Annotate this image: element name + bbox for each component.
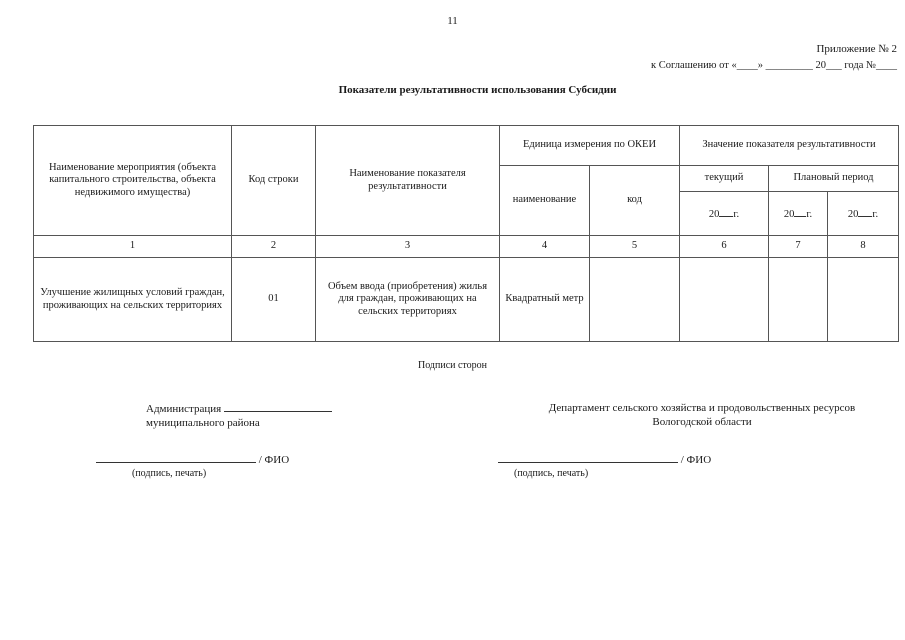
signature-line-right	[498, 452, 711, 466]
indicators-table	[33, 125, 899, 342]
page-number: 11	[447, 15, 458, 27]
col-number: 3	[316, 236, 500, 258]
col-number: 1	[34, 236, 232, 258]
row-unit-code	[590, 258, 680, 342]
col-number: 6	[680, 236, 769, 258]
year-current: 20 г.	[680, 192, 769, 236]
header-code: Код строки	[232, 126, 316, 236]
header-event: Наименование мероприятия (объекта капитального строительства, объекта недвижимого имущества)	[34, 126, 232, 236]
signatures-heading: Подписи сторон	[417, 360, 488, 371]
fio-left: / ФИО	[258, 454, 290, 466]
header-current: текущий	[680, 166, 769, 192]
row-plan-2	[828, 258, 899, 342]
col-number: 8	[828, 236, 899, 258]
caption-left: (подпись, печать)	[132, 468, 207, 479]
signature-right-org: Департамент сельского хозяйства и продовольственных ресурсов Вологодской области	[548, 402, 856, 429]
col-number: 2	[232, 236, 316, 258]
row-plan-1	[769, 258, 828, 342]
row-code: 01	[232, 258, 316, 342]
left-org-line1: Администрация	[146, 403, 222, 415]
header-planned: Плановый период	[769, 166, 899, 192]
appendix-label: Приложение № 2	[816, 43, 897, 55]
year-plan-1: 20 г.	[769, 192, 828, 236]
header-unit: Единица измерения по ОКЕИ	[500, 126, 680, 166]
document-title: Показатели результативности использования Субсидии	[338, 84, 617, 96]
col-number: 4	[500, 236, 590, 258]
agreement-reference: к Соглашению от «____» _________ 20___ года №____	[651, 60, 897, 71]
header-value: Значение показателя результативности	[680, 126, 899, 166]
row-indicator: Объем ввода (приобретения) жилья для граждан, проживающих на сельских территориях	[316, 258, 500, 342]
header-unit-name: наименование	[500, 166, 590, 236]
fio-right: / ФИО	[680, 454, 712, 466]
header-unit-code: код	[590, 166, 680, 236]
row-current	[680, 258, 769, 342]
row-unit-name: Квадратный метр	[500, 258, 590, 342]
signature-line-left	[96, 452, 289, 466]
header-indicator: Наименование показателя результативности	[316, 126, 500, 236]
col-number: 7	[769, 236, 828, 258]
col-number: 5	[590, 236, 680, 258]
table-row	[34, 258, 899, 342]
caption-right: (подпись, печать)	[514, 468, 589, 479]
row-event: Улучшение жилищных условий граждан, проживающих на сельских территориях	[34, 258, 232, 342]
left-org-line2: муниципального района	[146, 417, 260, 430]
signature-left-org	[146, 401, 332, 431]
year-plan-2: 20 г.	[828, 192, 899, 236]
